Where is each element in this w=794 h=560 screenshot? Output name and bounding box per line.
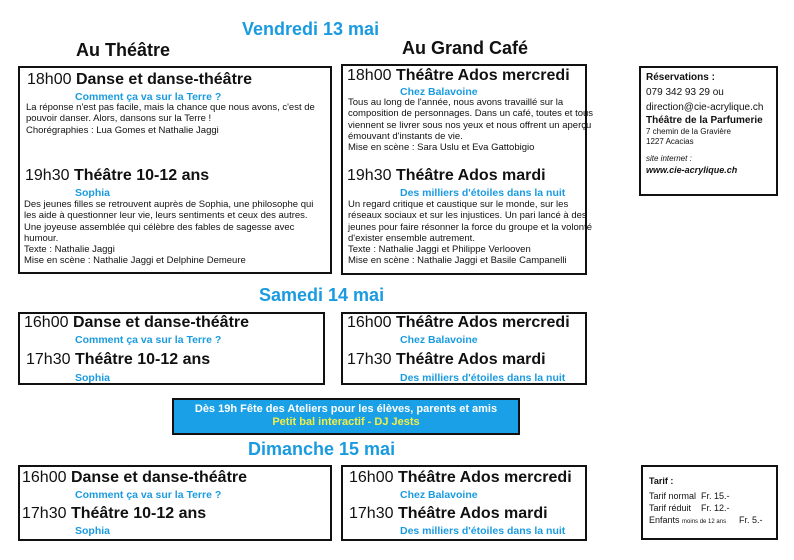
event-time: 18h00 <box>27 71 72 88</box>
sunday-theatre-event-1 <box>22 469 247 487</box>
tarif-price: Fr. 12.- <box>701 503 730 513</box>
desc-line: réseaux sociaux et sur les injustices. Un pari lancé à des <box>348 210 587 222</box>
event-time: 16h00 <box>347 314 392 331</box>
event-subtitle: Comment ça va sur la Terre ? <box>75 334 222 346</box>
friday-theatre-event-2 <box>25 167 209 185</box>
friday-cafe-event-2 <box>347 167 546 185</box>
event-time: 19h30 <box>347 167 392 184</box>
event-description <box>348 97 593 153</box>
event-subtitle: Des milliers d'étoiles dans la nuit <box>400 525 566 537</box>
desc-line: pouvoir danser. Alors, dansons sur la Terre ! <box>26 113 212 125</box>
reservations-phone[interactable]: 079 342 93 29 ou <box>646 87 724 98</box>
tarif-row <box>649 490 730 502</box>
reservations-address-line: 7 chemin de la Gravière <box>646 127 731 136</box>
sunday-theatre-event-2 <box>22 505 206 523</box>
event-subtitle: Des milliers d'étoiles dans la nuit <box>400 187 566 199</box>
desc-line: Texte : Nathalie Jaggi <box>24 244 115 256</box>
event-title: Théâtre Ados mardi <box>395 351 546 368</box>
event-subtitle: Des milliers d'étoiles dans la nuit <box>400 372 566 384</box>
tarif-label: Tarif normal <box>649 491 697 501</box>
banner-line-1: Dès 19h Fête des Ateliers pour les élèves, parents et amis <box>194 403 498 415</box>
desc-line: d'exister ensemble autrement. <box>348 232 475 244</box>
event-subtitle: Sophia <box>75 525 111 537</box>
event-title: Théâtre Ados mardi <box>397 505 548 522</box>
tarif-row <box>649 514 763 528</box>
event-title: Théâtre 10-12 ans <box>74 351 211 368</box>
tarif-note: moins de 12 ans <box>682 519 727 525</box>
event-time: 17h30 <box>22 505 67 522</box>
desc-line: La réponse n'est pas facile, mais la chance que nous avons, c'est de <box>26 102 315 113</box>
day-title-saturday: Samedi 14 mai <box>259 285 385 305</box>
event-title: Danse et danse-théâtre <box>72 314 250 331</box>
saturday-cafe-event-1 <box>347 314 570 332</box>
event-time: 16h00 <box>349 469 394 486</box>
site-link[interactable]: www.cie-acrylique.ch <box>646 164 738 175</box>
saturday-cafe-event-2 <box>347 351 546 369</box>
desc-line: Tous au long de l'année, nous avons travaillé sur la <box>348 97 564 108</box>
day-title-sunday: Dimanche 15 mai <box>248 439 396 459</box>
venue-theatre: Au Théâtre <box>76 40 171 60</box>
event-title: Théâtre Ados mercredi <box>397 469 572 486</box>
reservations-email[interactable]: direction@cie-acrylique.ch <box>646 102 764 113</box>
tarif-price: Fr. 5.- <box>739 515 763 525</box>
desc-line: Mise en scène : Nathalie Jaggi et Delphine Demeure <box>24 255 246 267</box>
reservations-address-line: 1227 Acacias <box>646 136 694 146</box>
event-subtitle: Comment ça va sur la Terre ? <box>75 91 222 103</box>
event-subtitle: Chez Balavoine <box>400 489 478 501</box>
event-title: Théâtre Ados mercredi <box>395 314 570 331</box>
tarif-label: Enfants <box>649 515 680 525</box>
site-label: site internet : <box>646 154 692 163</box>
event-description <box>26 102 315 136</box>
event-time: 17h30 <box>26 351 71 368</box>
event-time: 16h00 <box>24 314 69 331</box>
reservations-info <box>646 72 763 176</box>
desc-line: les aide à questionner leur vie, leurs sentiments et ceux des autres. <box>24 210 308 222</box>
event-title: Théâtre 10-12 ans <box>73 167 210 184</box>
sunday-cafe-event-1 <box>349 469 572 487</box>
event-time: 16h00 <box>22 469 67 486</box>
tarif-title: Tarif : <box>649 476 674 486</box>
desc-line: jeunes pour faire résonner la force du groupe et la volonté <box>348 221 592 233</box>
event-time: 17h30 <box>347 351 392 368</box>
desc-line: Mise en scène : Sara Uslu et Eva Gattobigio <box>348 142 535 154</box>
saturday-theatre-event-1 <box>24 314 249 332</box>
desc-line: Mise en scène : Nathalie Jaggi et Basile Campanelli <box>348 255 567 267</box>
day-title-friday: Vendredi 13 mai <box>242 19 380 39</box>
event-subtitle: Comment ça va sur la Terre ? <box>75 489 222 501</box>
saturday-theatre-event-2 <box>26 351 210 369</box>
event-description <box>348 199 592 267</box>
party-banner <box>172 398 520 435</box>
event-title: Théâtre Ados mercredi <box>395 67 570 84</box>
tarif-row <box>649 502 730 514</box>
reservations-venue: Théâtre de la Parfumerie <box>646 115 763 126</box>
desc-line: Un regard critique et caustique sur le monde, sur les <box>348 199 569 210</box>
event-title: Théâtre 10-12 ans <box>70 505 207 522</box>
tarif-price: Fr. 15.- <box>701 491 730 501</box>
event-title: Théâtre Ados mardi <box>395 167 546 184</box>
reservations-title: Réservations : <box>646 72 715 83</box>
event-time: 19h30 <box>25 167 70 184</box>
desc-line: humour. <box>24 232 59 244</box>
event-subtitle: Chez Balavoine <box>400 334 478 346</box>
venue-cafe: Au Grand Café <box>402 38 529 58</box>
event-subtitle: Sophia <box>75 187 111 199</box>
friday-theatre-event-1 <box>27 71 252 89</box>
desc-line: Une joyeuse assemblée qui célèbre des fables de sagesse avec <box>24 221 295 233</box>
sunday-cafe-event-2 <box>349 505 548 523</box>
desc-line: Des jeunes filles se retrouvent auprès de Sophia, une philosophe qui <box>24 199 314 210</box>
event-subtitle: Chez Balavoine <box>400 86 478 98</box>
friday-cafe-event-1 <box>347 67 570 85</box>
event-title: Danse et danse-théâtre <box>75 71 253 88</box>
desc-line: Chorégraphies : Lua Gomes et Nathalie Jaggi <box>26 124 219 136</box>
desc-line: viennent se livrer sous nos yeux et nous offrent un aperçu <box>348 119 592 131</box>
desc-line: émouvant d'instants de vie. <box>348 130 463 142</box>
desc-line: composition de personnages. Dans un café, toutes et tous <box>348 108 594 120</box>
event-title: Danse et danse-théâtre <box>70 469 248 486</box>
tarif-info <box>649 475 763 528</box>
desc-line: Texte : Nathalie Jaggi et Philippe Verlooven <box>348 244 531 256</box>
event-time: 18h00 <box>347 67 392 84</box>
tarif-label: Tarif réduit <box>649 503 692 513</box>
event-description <box>24 199 313 267</box>
banner-line-2: Petit bal interactif - DJ Jests <box>272 416 420 428</box>
event-subtitle: Sophia <box>75 372 111 384</box>
event-time: 17h30 <box>349 505 394 522</box>
